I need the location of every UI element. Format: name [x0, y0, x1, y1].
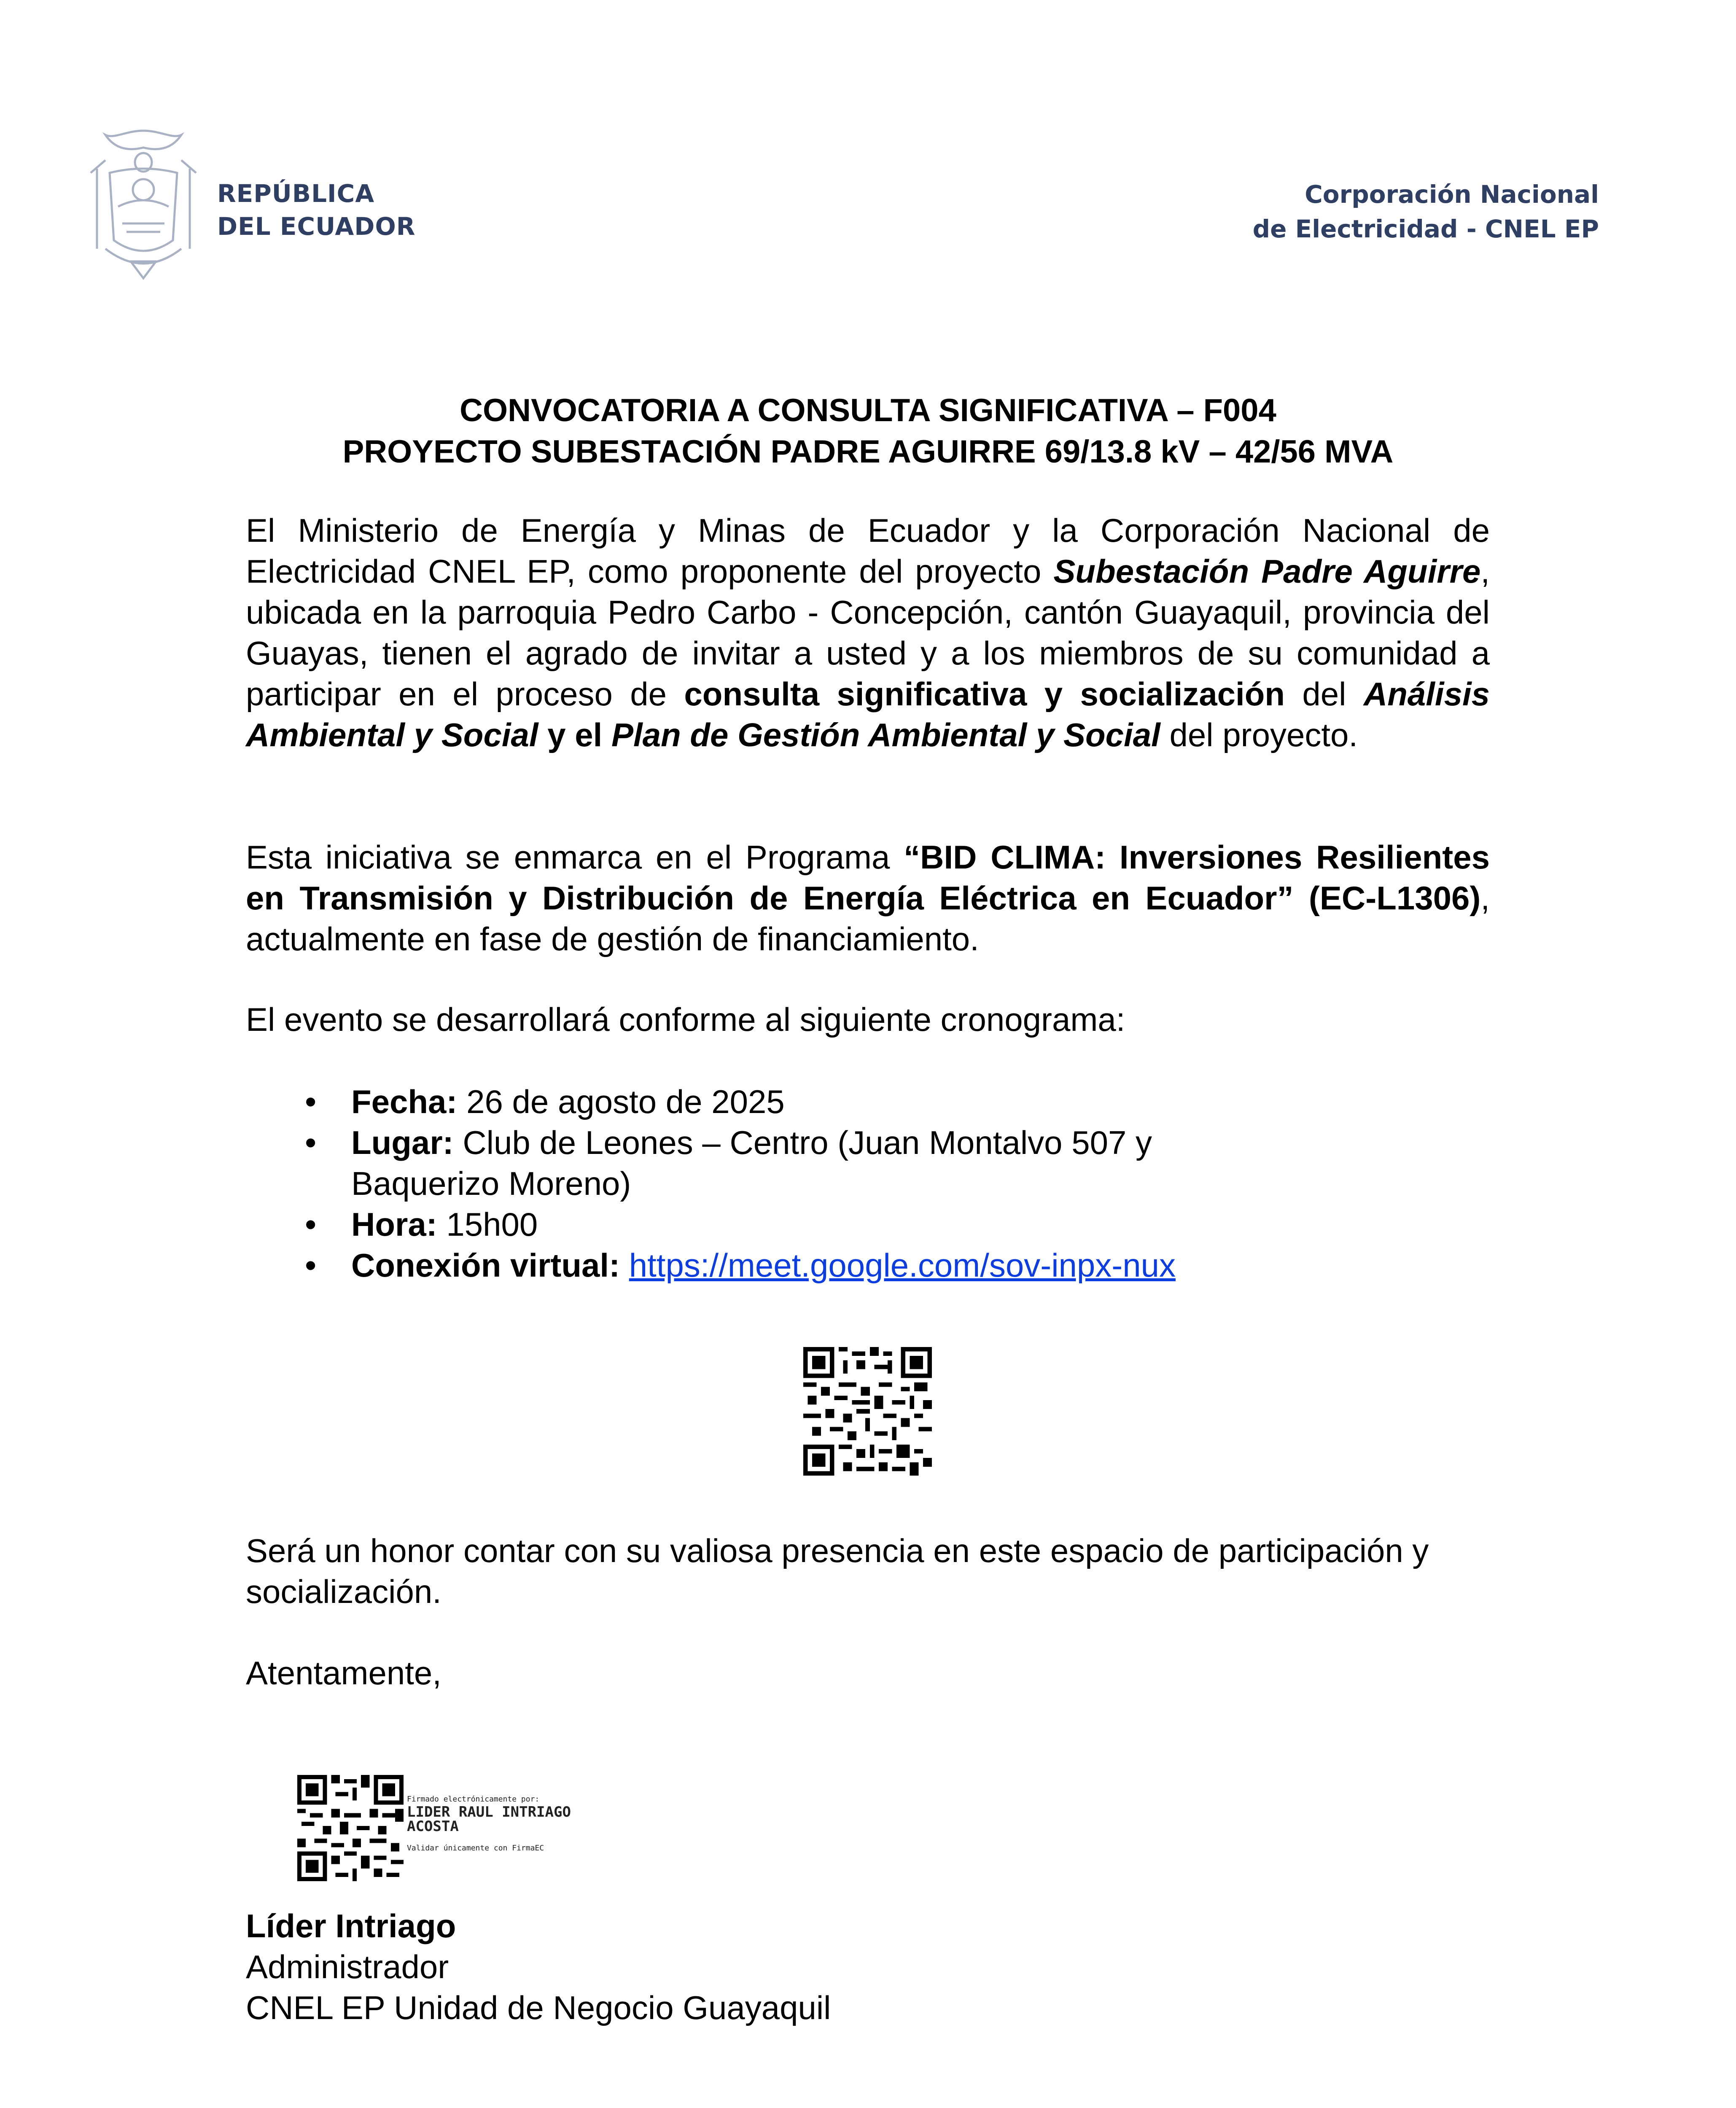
paragraph-schedule-intro: El evento se desarrollará conforme al siguiente cronograma: [246, 1001, 1125, 1038]
signature-qr-code-icon [297, 1775, 404, 1881]
meeting-qr-code-icon[interactable] [803, 1347, 932, 1476]
signatory-unit: CNEL EP Unidad de Negocio Guayaquil [246, 1989, 831, 2026]
ecuador-coat-of-arms-icon [80, 122, 207, 282]
document-title: CONVOCATORIA A CONSULTA SIGNIFICATIVA – F004 PROYECTO SUBESTACIÓN PADRE AGUIRRE 69/13.8 kV – 42/56 MVA [342, 393, 1394, 470]
republica-ecuador-label: REPÚBLICA DEL ECUADOR [217, 179, 416, 241]
schedule-item-place: • Lugar: Club de Leones – Centro (Juan Montalvo 507 y Baquerizo Moreno) [305, 1124, 1152, 1202]
schedule-list [246, 1081, 1490, 1286]
paragraph-intro: El Ministerio de Energía y Minas de Ecuador y la Corporación Nacional de Electricidad CNEL EP, como proponente del proyecto Subestación Padre Aguirre, ubicada en la parroquia Pedro Carbo - Concepción, cantón Guayaquil, provincia del Guayas, tienen el agrado de invitar a usted y a los miembros de su comunidad a participar en el proceso de consulta significativa y socialización del Análisis Ambiental y Social y el Plan de Gestión Ambiental y Social del proyecto. [246, 512, 1490, 753]
schedule-item-date: • Fecha: 26 de agosto de 2025 [305, 1083, 785, 1120]
signatory-name: Líder Intriago [246, 1907, 456, 1944]
paragraph-program: Esta iniciativa se enmarca en el Programa “BID CLIMA: Inversiones Resilientes en Transmisión y Distribución de Energía Eléctrica en Ecuador” (EC-L1306), actualmente en fase de gestión de financiamiento. [246, 839, 1490, 957]
schedule-item-time: • Hora: 15h00 [305, 1206, 538, 1243]
schedule-item-virtual: • Conexión virtual: https://meet.google.com/sov-inpx-nux [305, 1247, 1176, 1284]
cnel-ep-label: Corporación Nacional de Electricidad - CNEL EP [1252, 180, 1599, 243]
signatory-role: Administrador [246, 1948, 449, 1985]
paragraph-closing: Será un honor contar con su valiosa presencia en este espacio de participación y socialización. [246, 1532, 1429, 1610]
signatory-block [246, 1906, 1490, 2028]
closing-salutation: Atentamente, [246, 1654, 441, 1691]
meeting-link[interactable]: https://meet.google.com/sov-inpx-nux [629, 1247, 1176, 1284]
electronic-signature-stamp: Firmado electrónicamente por: LIDER RAUL INTRIAGO ACOSTA Validar únicamente con FirmaEC [407, 1795, 571, 1853]
